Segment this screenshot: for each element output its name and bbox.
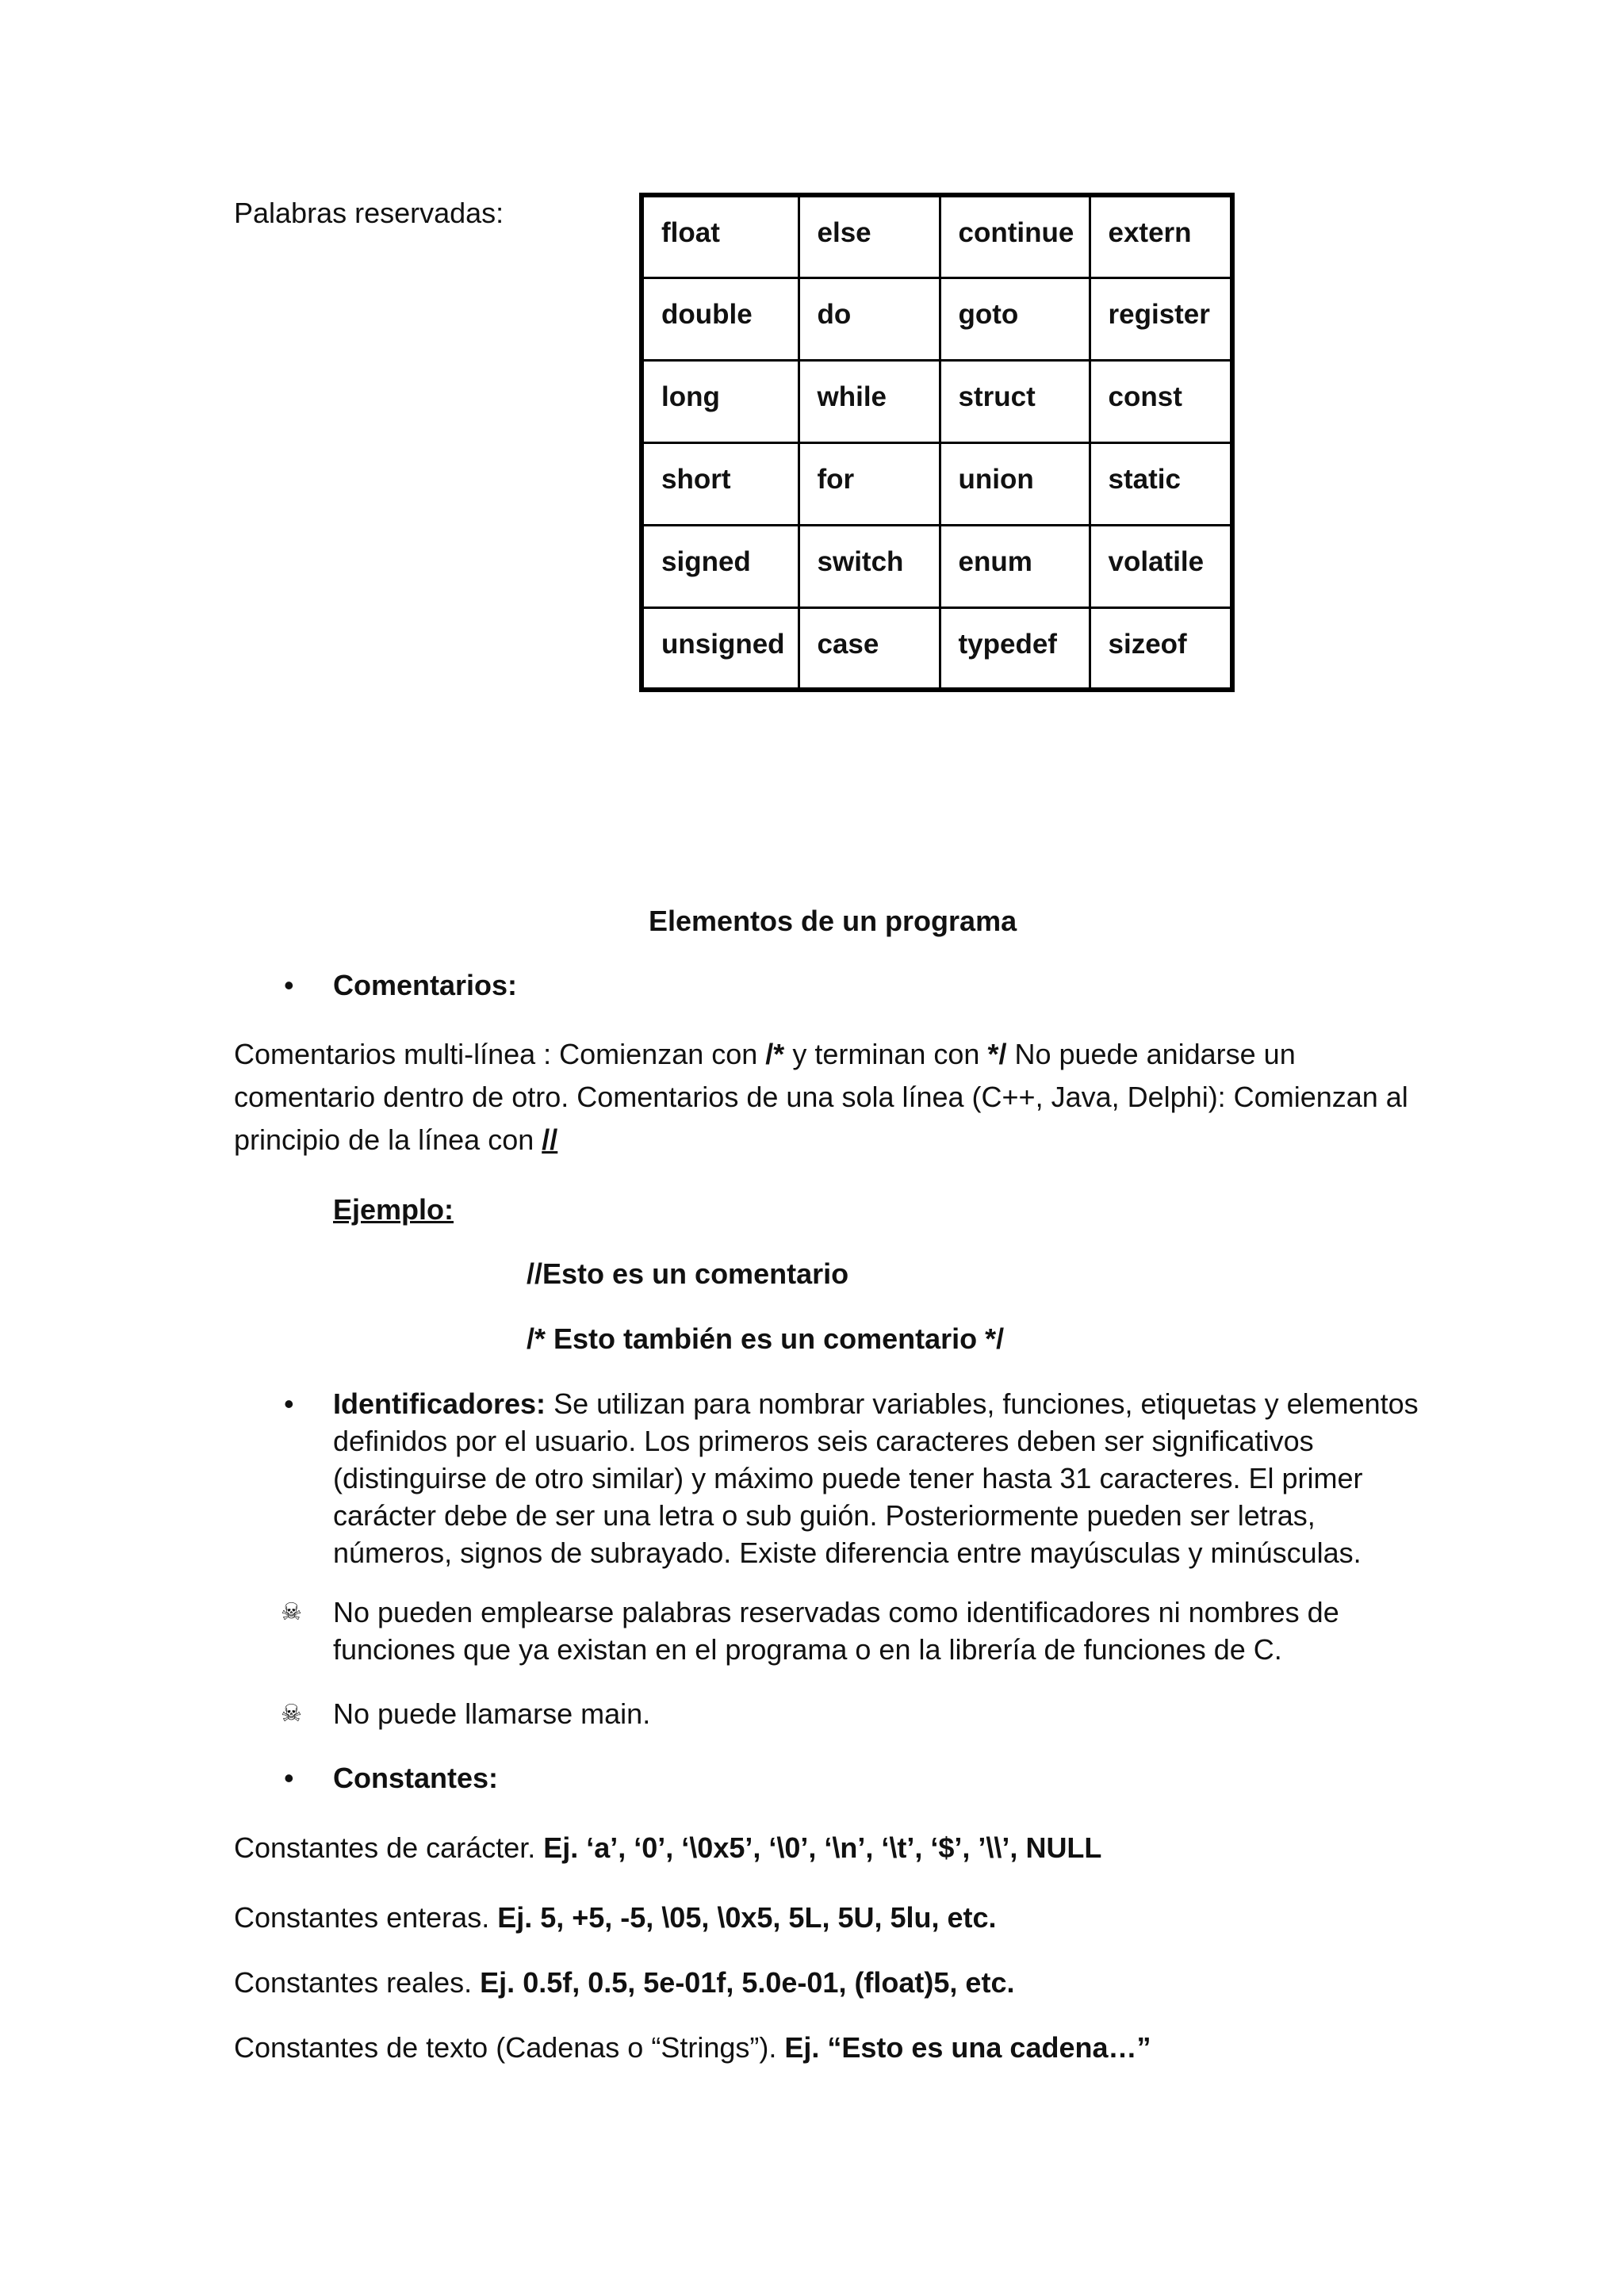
table-row bbox=[642, 277, 1232, 360]
real-constants: Constantes reales. Ej. 0.5f, 0.5, 5e-01f, 5.0e-01, (float)5, etc. bbox=[234, 1966, 1015, 1999]
table-cell: signed bbox=[642, 525, 799, 607]
table-row bbox=[642, 607, 1232, 690]
table-cell: enum bbox=[940, 525, 1090, 607]
table-cell: union bbox=[940, 442, 1090, 525]
char-constants: Constantes de carácter. Ej. ‘a’, ‘0’, ‘\0x5’, ‘\0’, ‘\n’, ‘\t’, ‘$’, ’\\’, NULL bbox=[234, 1831, 1102, 1864]
example-label: Ejemplo: bbox=[333, 1193, 454, 1226]
table-cell: do bbox=[799, 277, 940, 360]
identifiers-paragraph: Identificadores: Se utilizan para nombrar variables, funciones, etiquetas y elementos definidos por el usuario. Los primeros seis caracteres deben ser significativos (distinguirse de otro similar) y máximo puede tener hasta 31 caracteres. El primer carácter debe de ser una letra o sub guión. Posteriormente pueden ser letras, números, signos de subrayado. Existe diferencia entre mayúsculas y minúsculas. bbox=[333, 1387, 1419, 1569]
table-cell: float bbox=[642, 195, 799, 277]
table-cell: for bbox=[799, 442, 940, 525]
bullet-constants: • bbox=[284, 1762, 294, 1794]
skull-icon: ☠ bbox=[281, 1598, 302, 1626]
table-cell: short bbox=[642, 442, 799, 525]
table-cell: long bbox=[642, 360, 799, 442]
text-constants: Constantes de texto (Cadenas o “Strings”). Ej. “Esto es una cadena…” bbox=[234, 2031, 1151, 2064]
table-row bbox=[642, 360, 1232, 442]
table-cell: sizeof bbox=[1090, 607, 1232, 690]
table-cell: continue bbox=[940, 195, 1090, 277]
int-constants: Constantes enteras. Ej. 5, +5, -5, \05, \0x5, 5L, 5U, 5lu, etc. bbox=[234, 1901, 997, 1934]
table-row bbox=[642, 442, 1232, 525]
table-row bbox=[642, 195, 1232, 277]
table-cell: while bbox=[799, 360, 940, 442]
table-cell: volatile bbox=[1090, 525, 1232, 607]
warning-reserved-words: No pueden emplearse palabras reservadas como identificadores ni nombres de funciones que ya existan en el programa o en la librería de funciones de C. bbox=[333, 1596, 1339, 1666]
table-cell: extern bbox=[1090, 195, 1232, 277]
table-cell: else bbox=[799, 195, 940, 277]
table-cell: const bbox=[1090, 360, 1232, 442]
table-cell: switch bbox=[799, 525, 940, 607]
table-cell: typedef bbox=[940, 607, 1090, 690]
table-cell: unsigned bbox=[642, 607, 799, 690]
constants-heading: Constantes: bbox=[333, 1762, 499, 1794]
example-comment-1: //Esto es un comentario bbox=[527, 1257, 849, 1290]
identifiers-heading: Identificadores: bbox=[333, 1387, 546, 1420]
skull-icon: ☠ bbox=[281, 1700, 302, 1728]
example-comment-2: /* Esto también es un comentario */ bbox=[527, 1322, 1005, 1355]
comments-line-1: Comentarios multi-línea : Comienzan con /* y terminan con */ No puede anidarse un bbox=[234, 1038, 1296, 1070]
comments-line-3: principio de la línea con // bbox=[234, 1123, 558, 1156]
table-row bbox=[642, 525, 1232, 607]
table-cell: case bbox=[799, 607, 940, 690]
table-cell: struct bbox=[940, 360, 1090, 442]
table-cell: goto bbox=[940, 277, 1090, 360]
warning-main: No puede llamarse main. bbox=[333, 1697, 651, 1730]
table-cell: static bbox=[1090, 442, 1232, 525]
table-cell: double bbox=[642, 277, 799, 360]
comments-line-2: comentario dentro de otro. Comentarios de una sola línea (C++, Java, Delphi): Comienzan al bbox=[234, 1081, 1408, 1113]
reserved-words-table bbox=[639, 193, 1235, 692]
section-title: Elementos de un programa bbox=[649, 905, 1017, 937]
comments-heading: Comentarios: bbox=[333, 969, 518, 1001]
reserved-words-label: Palabras reservadas: bbox=[234, 197, 504, 229]
table-cell: register bbox=[1090, 277, 1232, 360]
bullet-comments: • bbox=[284, 969, 294, 1001]
bullet-identifiers: • bbox=[284, 1387, 294, 1420]
